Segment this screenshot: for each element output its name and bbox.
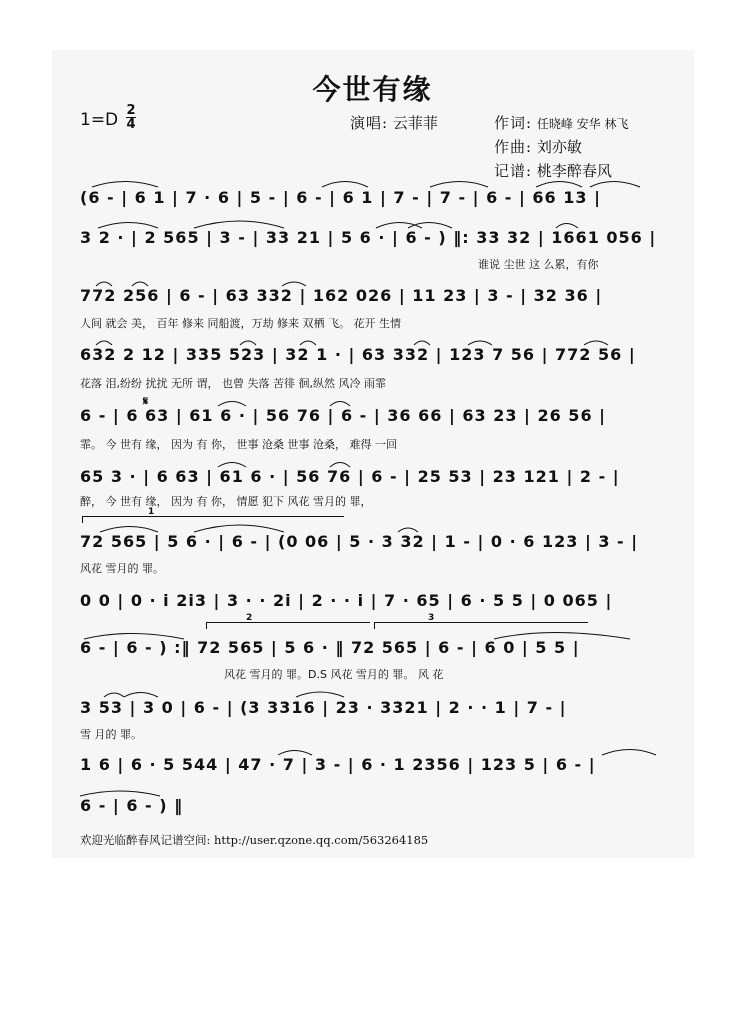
composer-name: 刘亦敏 (536, 138, 582, 156)
transcriber-name: 桃李醉春风 (536, 162, 612, 180)
lyric-line: 雪 月的 罪。 (80, 728, 142, 741)
lyric-line: 风花 雪月的 罪。 (80, 562, 164, 575)
segno-icon: 𝄋 (143, 394, 149, 408)
meter-top: 2 (126, 103, 136, 118)
footer-note: 欢迎光临醉春风记谱空间: http://user.qzone.qq.com/563264185 (80, 833, 429, 847)
lyric-line: 风花 雪月的 罪。D.S 风花 雪月的 罪。 风 花 (224, 668, 444, 681)
volta-label: 3 (428, 613, 435, 623)
volta-label: 2 (246, 613, 253, 623)
lyricist-label: 作词: (494, 114, 533, 132)
transcriber-label: 记谱: (494, 162, 533, 180)
notation-row: 6 - | 6 63 | 61 6 · | 56 76 | 6 - | 36 66 | 63 23 | 26 56 | (80, 406, 606, 425)
notation-row: 772 256 | 6 - | 63 332 | 162 026 | 11 23 | 3 - | 32 36 | (80, 286, 603, 305)
lyric-line: 霏。 今 世有 缘， 因为 有 你， 世事 沧桑 世事 沧桑， 难得 一回 (80, 438, 397, 451)
notation-row: 65 3 · | 6 63 | 61 6 · | 56 76 | 6 - | 25 53 | 23 121 | 2 - | (80, 467, 620, 486)
meter-bottom: 4 (126, 117, 136, 132)
notation-row: 3 53 | 3 0 | 6 - | (3 3316 | 23 · 3321 | 2 · · 1 | 7 - | (80, 698, 567, 717)
lyricist-name: 任晓峰 安华 林飞 (536, 117, 629, 131)
composer-label: 作曲: (494, 138, 533, 156)
lyric-line: 谁说 尘世 这 么累，有你 (478, 258, 599, 271)
notation-row: 72 565 | 5 6 · | 6 - | (0 06 | 5 · 3 32 | 1 - | 0 · 6 123 | 3 - | (80, 532, 639, 551)
notation-row: 6 - | 6 - ) :‖ 72 565 | 5 6 · ‖ 72 565 | 6 - | 6 0 | 5 5 | (80, 638, 580, 657)
singer-name: 云菲菲 (392, 114, 438, 132)
volta-label: 1 (148, 507, 155, 517)
lyric-line: 人间 就会 美， 百年 修来 同船渡，万劫 修来 双栖 飞。 花开 生情 (80, 317, 401, 330)
notation-row: 1 6 | 6 · 5 544 | 47 · 7 | 3 - | 6 · 1 2356 | 123 5 | 6 - | (80, 755, 596, 774)
song-title: 今世有缘 (312, 73, 433, 106)
notation-row: 3 2 · | 2 565 | 3 - | 33 21 | 5 6 · | 6 - ) ‖: 33 32 | 1661 056 | (80, 228, 657, 247)
lyric-line: 花落 泪,纷纷 扰扰 无所 谓， 也曾 失落 苦徘 徊,纵然 风冷 雨霏 (80, 377, 386, 390)
notation-row: 0 0 | 0 · i 2i3 | 3 · · 2i | 2 · · i | 7 · 65 | 6 · 5 5 | 0 065 | (80, 591, 613, 610)
lyric-line: 醉， 今 世有 缘， 因为 有 你， 情愿 犯下 风花 雪月的 罪， (80, 495, 372, 508)
notation-row: 6 - | 6 - ) ‖ (80, 796, 184, 815)
key-signature: 1=D (80, 110, 119, 130)
notation-row: 632 2 12 | 335 523 | 32 1 · | 63 332 | 123 7 56 | 772 56 | (80, 345, 636, 364)
singer-label: 演唱: (350, 114, 389, 132)
notation-row: (6 - | 6 1 | 7 · 6 | 5 - | 6 - | 6 1 | 7 - | 7 - | 6 - | 66 13 | (80, 188, 601, 207)
